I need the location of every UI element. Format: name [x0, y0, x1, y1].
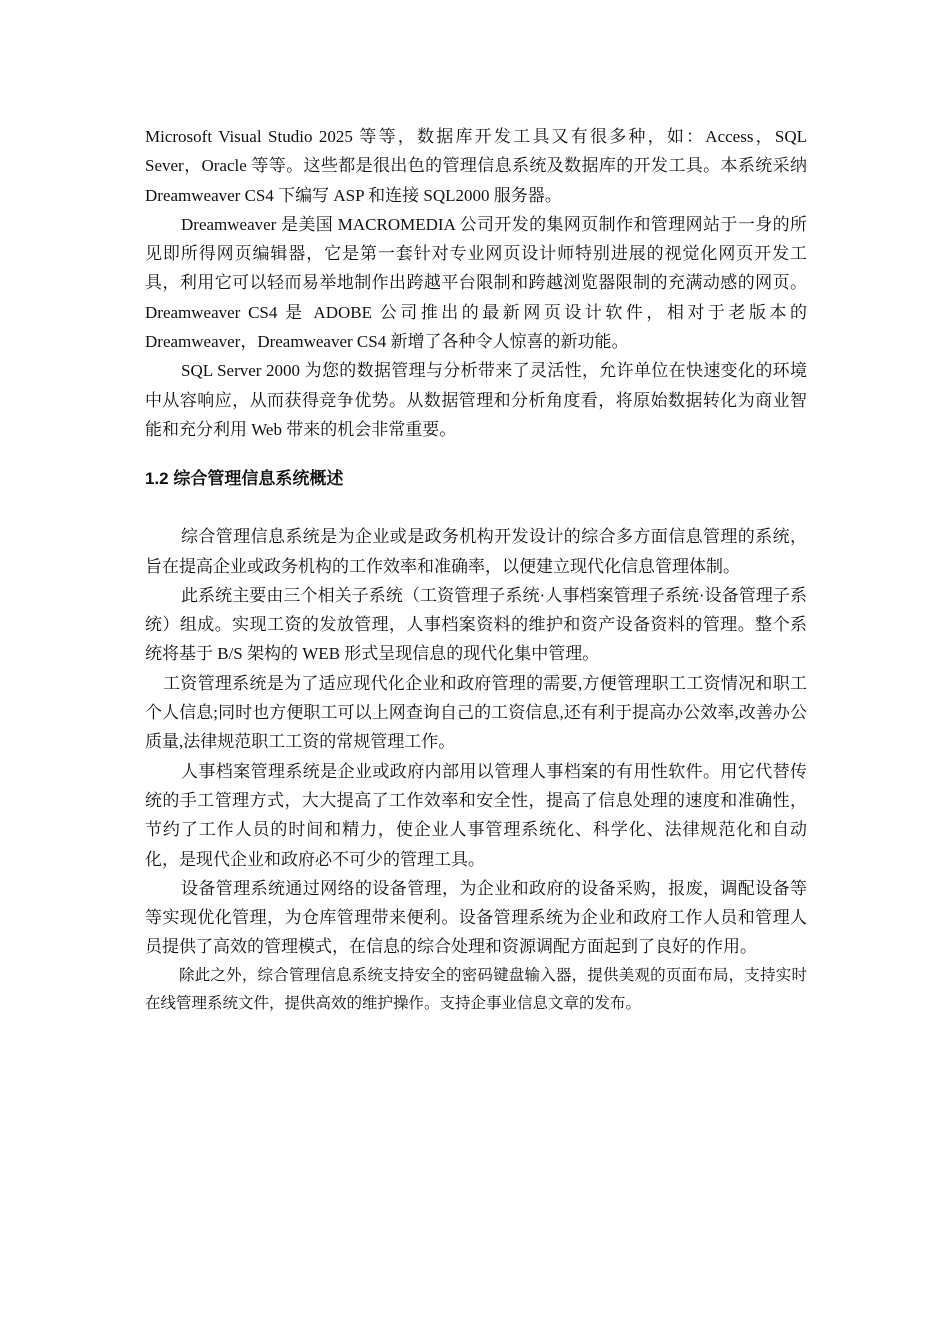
paragraph-sql-server: SQL Server 2000 为您的数据管理与分析带来了灵活性，允许单位在快速变化的环境中从容响应，从而获得竞争优势。从数据管理和分析角度看，将原始数据转化为商业智能和充分利用 Web 带来的机会非常重要。: [145, 361, 807, 439]
section-heading: 1.2 综合管理信息系统概述: [145, 469, 344, 489]
paragraph-subsystems: 此系统主要由三个相关子系统（工资管理子系统·人事档案管理子系统·设备管理子系统）组成。实现工资的发放管理，人事档案资料的维护和资产设备资料的管理。整个系统将基于 B/S 架构的 WEB 形式呈现信息的现代化集中管理。: [145, 585, 807, 664]
document-page: [145, 122, 807, 1018]
paragraph-equipment-system: 设备管理系统通过网络的设备管理，为企业和政府的设备采购，报废，调配设备等等实现优化管理，为仓库管理带来便利。设备管理系统为企业和政府工作人员和管理人员提供了高效的管理模式，在信息的综合处理和资源调配方面起到了良好的作用。: [145, 878, 807, 957]
paragraph-dev-tools: Microsoft Visual Studio 2025 等等，数据库开发工具又有很多种，如：Access，SQL Sever，Oracle 等等。这些都是很出色的管理信息系统及数据库的开发工具。本系统采纳 Dreamweaver CS4 下编写 ASP 和连接 SQL2000 服务器。: [145, 127, 807, 205]
paragraph-salary-system: 工资管理系统是为了适应现代化企业和政府管理的需要,方便管理职工工资情况和职工个人信息;同时也方便职工可以上网查询自己的工资信息,还有利于提高办公效率,改善办公质量,法律规范职工工资的常规管理工作。: [145, 673, 807, 752]
paragraph-overview: 综合管理信息系统是为企业或是政务机构开发设计的综合多方面信息管理的系统，旨在提高企业或政务机构的工作效率和准确率，以便建立现代化信息管理体制。: [145, 527, 807, 576]
paragraph-dreamweaver: Dreamweaver 是美国 MACROMEDIA 公司开发的集网页制作和管理网站于一身的所见即所得网页编辑器，它是第一套针对专业网页设计师特别进展的视觉化网页开发工具，利用它可以轻而易举地制作出跨越平台限制和跨越浏览器限制的充满动感的网页。Dreamweaver CS4 是 ADOBE 公司推出的最新网页设计软件，相对于老版本的 Dreamweaver，Dreamweaver CS4 新增了各种令人惊喜的新功能。: [145, 214, 807, 352]
paragraph-additional-features: 除此之外，综合管理信息系统支持安全的密码键盘输入器，提供美观的页面布局，支持实时在线管理系统文件，提供高效的维护操作。支持企事业信息文章的发布。: [145, 966, 807, 1012]
paragraph-personnel-system: 人事档案管理系统是企业或政府内部用以管理人事档案的有用性软件。用它代替传统的手工管理方式，大大提高了工作效率和安全性，提高了信息处理的速度和准确性，节约了工作人员的时间和精力，使企业人事管理系统化、科学化、法律规范化和自动化，是现代企业和政府必不可少的管理工具。: [145, 761, 807, 869]
